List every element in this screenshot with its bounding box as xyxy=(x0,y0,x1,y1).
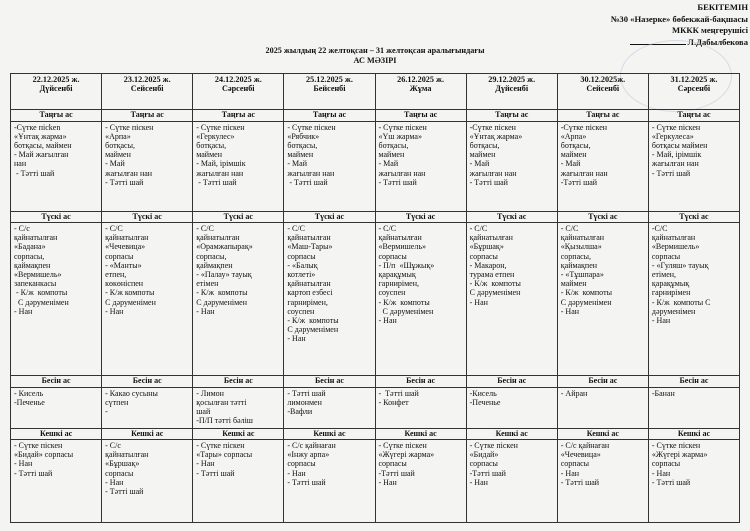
meal-label: Бесін ас xyxy=(102,376,193,388)
day-header xyxy=(11,74,102,110)
meal-label: Бесін ас xyxy=(557,376,648,388)
meal-label-row xyxy=(11,376,740,388)
meal-label: Түскі ас xyxy=(102,211,193,223)
approval-heading: БЕКІТЕМІН xyxy=(697,2,748,12)
dish-cell: - С/с қайнатылған «Бұршақ» сорпасы - Нан - Тәтті шай xyxy=(102,440,193,523)
days-header-row xyxy=(11,74,740,110)
day-date: 31.12.2025 ж. xyxy=(670,75,718,84)
day-date: 25.12.2025 ж. xyxy=(306,75,353,84)
dish-cell: - Тәтті шай - Конфет xyxy=(375,387,466,428)
day-header xyxy=(375,74,466,110)
meal-label-row xyxy=(11,110,740,122)
meal-label: Түскі ас xyxy=(284,211,375,223)
dish-cell: - Лимон қосылған тәтті шай -П/П тәтті бәліш xyxy=(193,387,284,428)
dish-cell: - С/С қайнатылған «Вермишель» сорпасы - П/п «Шұжық» қарақұмық гарнирімен, соуспен - К/ж компоты С дәруменімен - Нан xyxy=(375,223,466,376)
meal-label: Түскі ас xyxy=(466,211,557,223)
meal-label: Таңғы ас xyxy=(375,110,466,122)
meal-label-row xyxy=(11,211,740,223)
day-date: 23.12.2025 ж. xyxy=(123,75,171,84)
meal-label: Таңғы ас xyxy=(102,110,193,122)
day-header xyxy=(557,74,648,110)
meal-label: Кешкі ас xyxy=(557,428,648,440)
dish-cell: -Сүтке піскен «Арпа» ботқасы, маймен - Май жағылған нан -Тәтті шай xyxy=(557,121,648,211)
meal-label: Түскі ас xyxy=(193,211,284,223)
meal-label-row xyxy=(11,428,740,440)
meal-label: Бесін ас xyxy=(466,376,557,388)
day-weekday: Дүйсенбі xyxy=(495,84,529,94)
dish-cell: -Кисель -Печенье xyxy=(466,387,557,428)
dish-cell: - Сүтке піскен «Жүгері жарма» сорпасы -Тәтті шай - Нан xyxy=(375,440,466,523)
dish-cell: -Банан xyxy=(648,387,739,428)
meal-label: Бесін ас xyxy=(648,376,739,388)
meal-label: Таңғы ас xyxy=(466,110,557,122)
meal-label: Бесін ас xyxy=(11,376,102,388)
day-weekday: Жұма xyxy=(409,84,432,94)
meal-dishes-row xyxy=(11,121,740,211)
dish-cell: - Сүтке піскен «Бидай» сорпасы - Нан - Тәтті шай xyxy=(11,440,102,523)
meal-label: Кешкі ас xyxy=(102,428,193,440)
day-weekday: Сәрсенбі xyxy=(222,84,255,94)
day-weekday: Бейсенбі xyxy=(313,84,346,94)
meal-label: Кешкі ас xyxy=(11,428,102,440)
day-header xyxy=(466,74,557,110)
meal-label: Таңғы ас xyxy=(557,110,648,122)
dish-cell: - Кисель -Печенье xyxy=(11,387,102,428)
meal-label: Таңғы ас xyxy=(284,110,375,122)
dish-cell: - Сүтке піскен «Геркулеса» ботқасы маймен - Май, ірімшік жағылған нан - Тәтті шай xyxy=(648,121,739,211)
dish-cell: - С/с қайнатылған «Бадана» сорпасы, қаймақпен «Вермишель» запеканкасы - К/ж компоты С дәруменімен - Нан xyxy=(11,223,102,376)
dish-cell: - Сүтке піскен «Арпа» ботқасы, маймен - Май жағылған нан - Тәтті шай xyxy=(102,121,193,211)
meal-label: Кешкі ас xyxy=(375,428,466,440)
day-weekday: Дүйсенбі xyxy=(39,84,73,94)
approval-org-line1: №30 «Назерке» бөбекжай-бақшасы xyxy=(610,13,748,24)
approval-block xyxy=(548,2,748,48)
meal-label: Кешкі ас xyxy=(284,428,375,440)
day-header xyxy=(648,74,739,110)
day-date: 30.12.2025ж. xyxy=(580,75,626,84)
dish-cell: - Сүтке піскен «Үш жарма» ботқасы, маймен - Май жағылған нан - Тәтті шай xyxy=(375,121,466,211)
day-header xyxy=(284,74,375,110)
meal-label: Таңғы ас xyxy=(11,110,102,122)
dish-cell: -С/С қайнатылған «Вермишель» сорпасы - «Гуляш» тауық етімен, қарақұмық гарнирімен - К/ж компоты С дәруменімен - Нан xyxy=(648,223,739,376)
dish-cell: -Сүтке піскен «Ұнтақ жарма» ботқасы, маймен - Май жағылған нан - Тәтті шай xyxy=(466,121,557,211)
day-date: 24.12.2025 ж. xyxy=(214,75,262,84)
day-date: 22.12.2025 ж. xyxy=(32,75,80,84)
approval-org-line2: МККК меңгерушісі xyxy=(672,25,748,35)
dish-cell: - Сүтке піскен «Бидай» сорпасы -Тәтті шай - Нан xyxy=(466,440,557,523)
meal-label: Түскі ас xyxy=(648,211,739,223)
day-date: 26.12.2025 ж. xyxy=(397,75,444,84)
meal-label: Түскі ас xyxy=(11,211,102,223)
meal-label: Бесін ас xyxy=(375,376,466,388)
day-date: 29.12.2025 ж. xyxy=(488,75,536,84)
dish-cell: - Айран xyxy=(557,387,648,428)
dish-cell: - Сүтке піскен «Тары» сорпасы - Нан - Тәтті шай xyxy=(193,440,284,523)
dish-cell: - С/С қайнатылған «Маш-Тары» сорпасы - «Балық котлеті» қайнатылған картоп езбесі гарнирімен, соуспен - К/ж компоты С дәруменімен - Нан xyxy=(284,223,375,376)
dish-cell: - С/С қайнатылған «Чечевица» сорпасы - «Манты» етпен, көкөніспен - К/ж компоты С дәруменімен - Нан xyxy=(102,223,193,376)
meal-label: Бесін ас xyxy=(284,376,375,388)
meal-label: Кешкі ас xyxy=(193,428,284,440)
meal-dishes-row xyxy=(11,223,740,376)
day-weekday: Сәрсенбі xyxy=(677,84,711,94)
menu-period-title: 2025 жылдың 22 желтоқсан – 31 желтоқсан аралығындағы xyxy=(265,46,485,55)
meal-label: Таңғы ас xyxy=(648,110,739,122)
meal-label: Таңғы ас xyxy=(193,110,284,122)
dish-cell: - Сүтке піскен «Геркулес» ботқасы, маймен - Май, ірімшік жағылған нан - Тәтті шай xyxy=(193,121,284,211)
day-header xyxy=(193,74,284,110)
dish-cell: -Сүтке пісken «Ұнтақ жарма» ботқасы, маймен - Май жағылған нан - Тәтті шай xyxy=(11,121,102,211)
menu-title: АС МӘЗІРІ xyxy=(353,56,397,65)
dish-cell: - С/С қайнатылған «Қызылша» сорпасы, қаймақпен - «Тұшпара» маймен - К/ж компоты С дәруменімен - Нан xyxy=(557,223,648,376)
meal-label: Кешкі ас xyxy=(648,428,739,440)
dish-cell: - С/с қайнаған «Інжу арпа» сорпасы - Нан - Тәтті шай xyxy=(284,440,375,523)
dish-cell: - Сүтке піскен «Рябчик» ботқасы, маймен - Май жағылған нан - Тәтті шай xyxy=(284,121,375,211)
approval-signature: Л.Дабылбекова xyxy=(687,36,748,47)
meal-dishes-row xyxy=(11,387,740,428)
dish-cell: - С/с қайнаған «Чечевица» сорпасы - Нан - Тәтті шай xyxy=(557,440,648,523)
meal-label: Кешкі ас xyxy=(466,428,557,440)
menu-table xyxy=(10,73,740,523)
dish-cell: - Тәтті шай лимонмен -Вафли xyxy=(284,387,375,428)
meal-dishes-row xyxy=(11,440,740,523)
dish-cell: - Сүтке піскен «Жүгері жарма» сорпасы - Нан - Тәтті шай xyxy=(648,440,739,523)
day-weekday: Сейсенбі xyxy=(130,84,164,94)
meal-label: Түскі ас xyxy=(557,211,648,223)
dish-cell: - Какао сусыны сүтпен - xyxy=(102,387,193,428)
meal-label: Түскі ас xyxy=(375,211,466,223)
meal-label: Бесін ас xyxy=(193,376,284,388)
dish-cell: - С/С қайнатылған «Орамжапырақ» сорпасы, қаймақпен - «Палау» тауық етімен - К/ж компоты С дәруменімен - Нан xyxy=(193,223,284,376)
day-header xyxy=(102,74,193,110)
day-weekday: Сейсенбі xyxy=(586,84,620,94)
dish-cell: - С/С қайнатылған «Бұршақ» сорпасы - Макарон, турама етпен - К/ж компоты С дәруменімен - Нан xyxy=(466,223,557,376)
